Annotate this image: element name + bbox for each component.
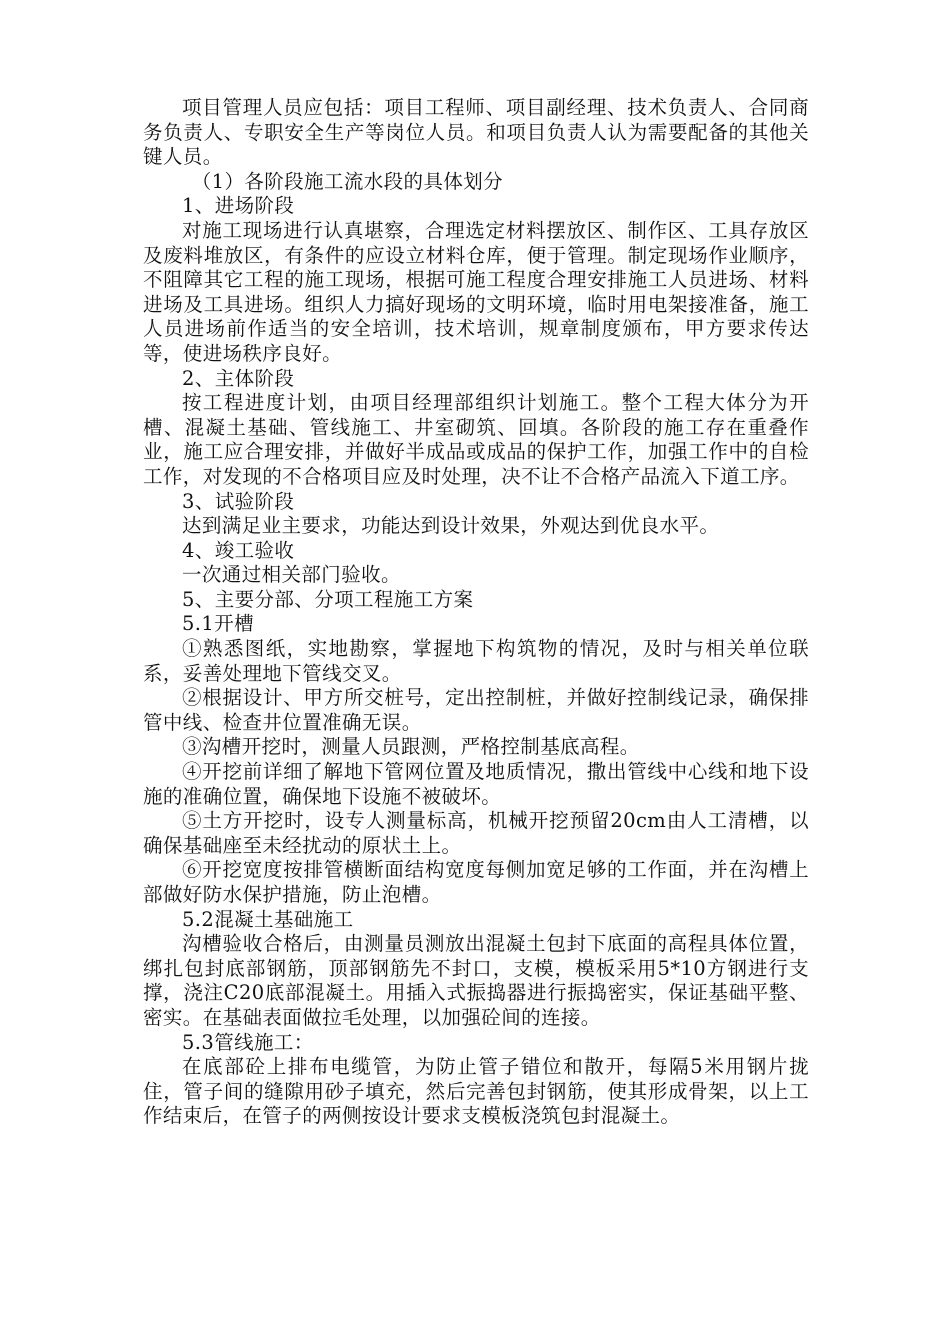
heading-stage-division: （1）各阶段施工流水段的具体划分 [191,169,504,193]
heading-pipeline: 5.3管线施工： [182,1030,314,1054]
item-trenching-1: ①熟悉图纸，实地勘察，掌握地下构筑物的情况，及时与相关单位联系，妥善处理地下管线交叉。 [143,637,809,685]
heading-test-stage: 3、试验阶段 [182,489,295,513]
heading-trenching: 5.1开槽 [182,612,255,636]
heading-entry-stage: 1、进场阶段 [182,194,295,218]
paragraph-concrete-foundation: 沟槽验收合格后，由测量员测放出混凝土包封下底面的高程具体位置，绑扎包封底部钢筋，顶部钢筋先不封口，支模，模板采用5*10方钢进行支撑，浇注C20底部混凝土。用插入式振捣器进行振捣密实，保证基础平整、密实。在基础表面做拉毛处理，以加强砼间的连接。 [143,932,809,1029]
item-trenching-5: ⑤土方开挖时，设专人测量标高，机械开挖预留20cm由人工清槽，以确保基础座至未经扰动的原状土上。 [143,809,809,857]
item-trenching-4: ④开挖前详细了解地下管网位置及地质情况，撒出管线中心线和地下设施的准确位置，确保地下设施不被破坏。 [143,760,809,808]
paragraph-entry-stage: 对施工现场进行认真堪察，合理选定材料摆放区、制作区、工具存放区及废料堆放区，有条件的应设立材料仓库，便于管理。制定现场作业顺序，不阻障其它工程的施工现场，根据可施工程度合理安排施工人员进场、材料进场及工具进场。组织人力搞好现场的文明环境，临时用电架接准备，施工人员进场前作适当的安全培训，技术培训，规章制度颁布，甲方要求传达等，使进场秩序良好。 [143,218,809,365]
paragraph-pipeline: 在底部砼上排布电缆管，为防止管子错位和散开，每隔5米用钢片拢住，管子间的缝隙用砂子填充，然后完善包封钢筋，使其形成骨架，以上工作结束后，在管子的两侧按设计要求支模板浇筑包封混凝土。 [143,1055,809,1128]
paragraph-test-stage: 达到满足业主要求，功能达到设计效果，外观达到优良水平。 [182,514,720,538]
heading-acceptance: 4、竣工验收 [182,538,295,562]
paragraph-personnel: 项目管理人员应包括：项目工程师、项目副经理、技术负责人、合同商务负责人、专职安全生产等岗位人员。和项目负责人认为需要配备的其他关键人员。 [143,96,809,169]
item-trenching-6: ⑥开挖宽度按排管横断面结构宽度每侧加宽足够的工作面，并在沟槽上部做好防水保护措施，防止泡槽。 [143,858,809,906]
heading-concrete-foundation: 5.2混凝土基础施工 [182,907,354,931]
item-trenching-3: ③沟槽开挖时，测量人员跟测，严格控制基底高程。 [182,735,640,759]
paragraph-acceptance: 一次通过相关部门验收。 [182,563,401,587]
paragraph-main-stage: 按工程进度计划，由项目经理部组织计划施工。整个工程大体分为开槽、混凝土基础、管线施工、井室砌筑、回填。各阶段的施工存在重叠作业，施工应合理安排，并做好半成品或成品的保护工作，加强工作中的自检工作，对发现的不合格项目应及时处理，决不让不合格产品流入下道工序。 [143,391,809,488]
heading-construction-plan: 5、主要分部、分项工程施工方案 [182,587,474,611]
item-trenching-2: ②根据设计、甲方所交桩号，定出控制桩，并做好控制线记录，确保排管中线、检查井位置准确无误。 [143,686,809,734]
document-body [143,96,809,1129]
heading-main-stage: 2、主体阶段 [182,366,295,390]
